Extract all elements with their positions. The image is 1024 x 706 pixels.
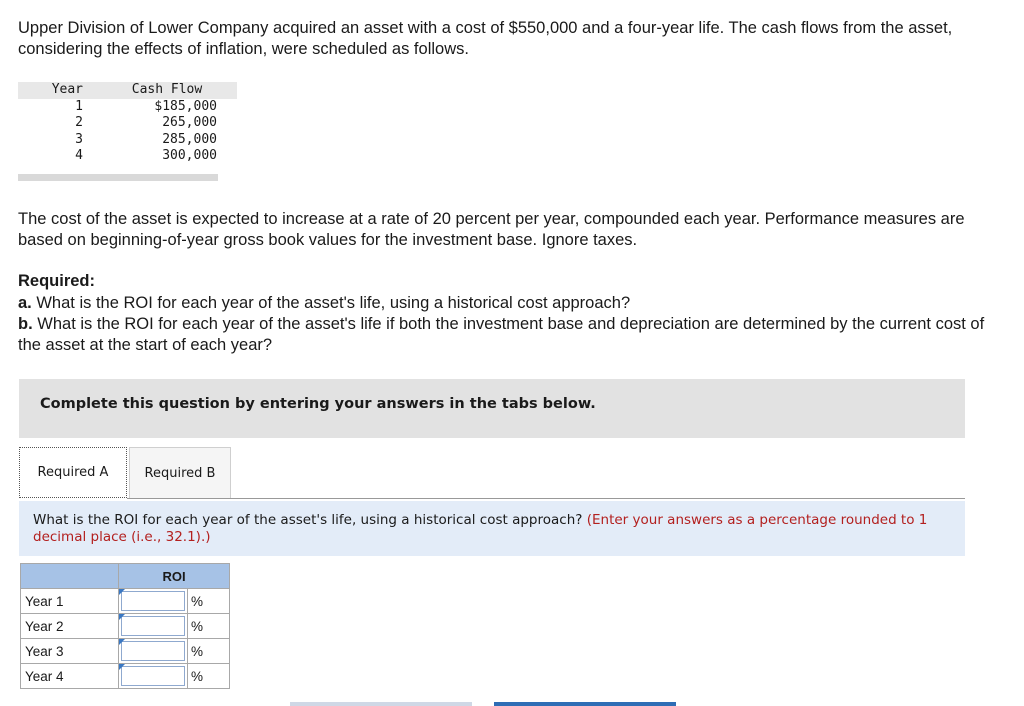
required-b-question: What is the ROI for each year of the asset's life if both the investment base and depreciation are determined by the current cost of the asset at the start of each year?	[18, 315, 985, 354]
table-row	[21, 589, 230, 614]
percent-sign: %	[188, 664, 230, 689]
percent-sign: %	[188, 589, 230, 614]
table-row	[18, 99, 237, 116]
tab-divider	[127, 498, 965, 499]
prev-button[interactable]	[290, 702, 472, 706]
instructions-banner	[19, 379, 965, 438]
question-instruction: (Enter your answers as a percentage rounded to 1 decimal place (i.e., 32.1).)	[33, 512, 928, 545]
next-button[interactable]	[494, 702, 676, 706]
required-heading: Required:	[18, 272, 96, 290]
question-box	[19, 501, 965, 556]
required-b-text	[18, 314, 1003, 356]
input-flag-icon	[119, 664, 125, 670]
table-row	[21, 664, 230, 689]
percent-sign: %	[188, 614, 230, 639]
roi-input-cell	[119, 639, 188, 664]
cash-flow-header-year: Year	[18, 82, 97, 99]
cash-flow-year: 1	[75, 98, 83, 114]
required-a-question: What is the ROI for each year of the asset's life, using a historical cost approach?	[36, 294, 631, 312]
question-text: What is the ROI for each year of the asset's life, using a historical cost approach?	[33, 512, 583, 528]
table-row	[21, 639, 230, 664]
roi-year-2-input[interactable]	[121, 616, 185, 636]
roi-input-cell	[119, 614, 188, 639]
roi-row-label: Year 1	[21, 589, 119, 614]
roi-row-label: Year 2	[21, 614, 119, 639]
table-row	[18, 148, 237, 165]
tab-required-b[interactable]: Required B	[129, 447, 231, 498]
input-flag-icon	[119, 614, 125, 620]
cash-flow-amount: 285,000	[162, 131, 217, 147]
cash-flow-year: 3	[75, 131, 83, 147]
assumptions-paragraph: The cost of the asset is expected to increase at a rate of 20 percent per year, compounded each year. Performance measures are based on beginning-of-year gross book values for the investment base. Ignore taxes.	[18, 210, 965, 249]
required-a-text	[18, 293, 1003, 314]
roi-header: ROI	[119, 564, 230, 589]
cash-flow-amount: $185,000	[154, 98, 217, 114]
input-flag-icon	[119, 639, 125, 645]
cash-flow-year: 2	[75, 115, 83, 130]
roi-row-label: Year 4	[21, 664, 119, 689]
table-divider	[18, 174, 218, 181]
roi-input-cell	[119, 589, 188, 614]
roi-input-cell	[119, 664, 188, 689]
roi-header-blank	[21, 564, 119, 589]
required-b-label: b.	[18, 315, 33, 333]
roi-year-3-input[interactable]	[121, 641, 185, 661]
roi-year-4-input[interactable]	[121, 666, 185, 686]
cash-flow-year: 4	[75, 148, 83, 163]
cash-flow-amount: 265,000	[162, 115, 217, 130]
input-flag-icon	[119, 589, 125, 595]
percent-sign: %	[188, 639, 230, 664]
roi-year-1-input[interactable]	[121, 591, 185, 611]
table-row	[21, 614, 230, 639]
roi-answer-table	[20, 563, 230, 689]
table-row	[18, 115, 237, 132]
cash-flow-amount: 300,000	[162, 148, 217, 163]
roi-row-label: Year 3	[21, 639, 119, 664]
intro-paragraph: Upper Division of Lower Company acquired an asset with a cost of $550,000 and a four-year life. The cash flows from the asset, considering the effects of inflation, were scheduled as follows.	[18, 19, 953, 58]
cash-flow-table	[18, 82, 237, 165]
required-a-label: a.	[18, 294, 32, 312]
cash-flow-header-amount: Cash Flow	[97, 82, 237, 99]
banner-text: Complete this question by entering your answers in the tabs below.	[40, 396, 596, 412]
tab-required-a[interactable]: Required A	[19, 447, 127, 498]
table-row	[18, 132, 237, 149]
